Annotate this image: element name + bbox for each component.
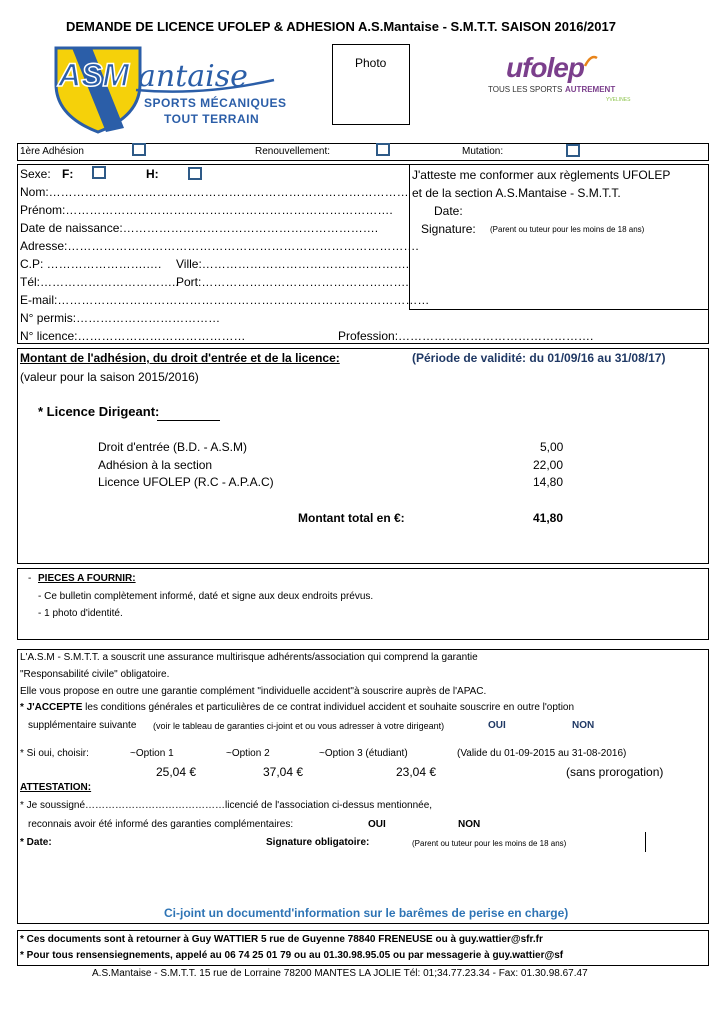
footer-info: * Pour tous rensensiegnements, appelé au 06 74 25 01 79 ou au 01.30.98.95.05 ou par messagerie à guy.wattier@sf xyxy=(20,950,564,961)
attestation-signature-label: Signature obligatoire: xyxy=(266,837,370,848)
sex-f-label: F: xyxy=(62,167,74,181)
insurance-accept xyxy=(20,702,574,713)
option-2-price: 37,04 € xyxy=(263,765,304,779)
svg-text:antaise: antaise xyxy=(138,59,248,94)
transfer-label: Mutation: xyxy=(462,146,504,157)
fee-item-value: 22,00 xyxy=(533,458,564,472)
total-label: Montant total en €: xyxy=(298,511,405,525)
documents-dash: - xyxy=(28,573,32,584)
ufolep-swoosh-icon xyxy=(584,54,598,68)
prenom-field[interactable]: Prénom:………………………………………………………………………. xyxy=(20,203,393,217)
phone-field[interactable]: Tél:…………………………….. xyxy=(20,275,179,289)
option-2[interactable]: ~Option 2 xyxy=(226,748,270,759)
email-field[interactable]: E-mail:………………………………………………………………………………… xyxy=(20,293,430,307)
first-membership-checkbox[interactable] xyxy=(132,143,146,156)
joined-document-note: Ci-joint un documentd'information sur le barêmes de perise en charge) xyxy=(164,906,569,920)
choose-label: * Si oui, choisir: xyxy=(20,748,89,759)
asm-logo xyxy=(52,44,287,136)
no-extension-note: (sans prorogation) xyxy=(566,765,664,779)
nom-field[interactable]: Nom:……………………………………………………………………………… xyxy=(20,185,409,199)
renewal-checkbox[interactable] xyxy=(376,143,390,156)
transfer-checkbox[interactable] xyxy=(566,144,580,157)
attest-parent-note: (Parent ou tuteur pour les moins de 18 ans) xyxy=(490,225,645,234)
documents-item-1: - Ce bulletin complètement informé, daté et signe aux deux endroits prévus. xyxy=(38,591,374,602)
city-field[interactable]: Ville:……………………………………………. xyxy=(176,257,410,271)
ufolep-tagline-a: TOUS LES SPORTS xyxy=(488,85,563,94)
fee-item-value: 5,00 xyxy=(540,440,564,454)
renewal-label: Renouvellement: xyxy=(255,146,331,157)
photo-box xyxy=(332,44,410,125)
option-1-price: 25,04 € xyxy=(156,765,197,779)
licence-type-underline xyxy=(157,420,220,421)
insurance-supp-note: (voir le tableau de garanties ci-joint et ou vous adresser à votre dirigeant) xyxy=(153,721,445,731)
ufolep-brand: ufolep xyxy=(506,52,584,83)
postal-code-field[interactable]: C.P: …………………….…. xyxy=(20,257,162,271)
attest-signature-label: Signature: xyxy=(421,222,476,236)
sex-h-label: H: xyxy=(146,167,159,181)
address-field[interactable]: Adresse:……………………………………………………………………………. xyxy=(20,239,419,253)
asm-logo-line1: SPORTS MÉCANIQUES xyxy=(144,96,287,110)
footer-return: * Ces documents sont à retourner à Guy WATTIER 5 rue de Guyenne 78840 FRENEUSE ou à guy.wattier@sfr.fr xyxy=(20,934,543,945)
fee-item-label: Adhésion à la section xyxy=(98,458,213,472)
svg-text:ASM: ASM xyxy=(58,57,130,93)
insurance-supp: supplémentaire suivante xyxy=(28,720,137,731)
ufolep-logo xyxy=(484,52,644,122)
insurance-non-option[interactable]: NON xyxy=(572,720,595,731)
fees-season: (valeur pour la saison 2015/2016) xyxy=(20,370,199,384)
attest-line1: J'atteste me conformer aux règlements UFOLEP xyxy=(412,168,671,182)
attestation-oui-option[interactable]: OUI xyxy=(368,819,386,830)
fee-item-label: Licence UFOLEP (R.C - A.P.A.C) xyxy=(98,475,274,489)
profession-field[interactable]: Profession:…………………………………………. xyxy=(338,329,594,343)
option-3-price: 23,04 € xyxy=(396,765,437,779)
insurance-p2: "Responsabilité civile" obligatoire. xyxy=(20,669,170,680)
option-validity: (Valide du 01-09-2015 au 31-08-2016) xyxy=(457,748,627,759)
option-3[interactable]: ~Option 3 (étudiant) xyxy=(319,748,408,759)
sex-label: Sexe: xyxy=(20,167,51,181)
attestation-non-option[interactable]: NON xyxy=(458,819,481,830)
documents-title: PIECES A FOURNIR: xyxy=(38,573,136,584)
attestation-line1: * Je soussigné……………………………………licencié de l'association ci-dessus mentionnée, xyxy=(20,800,433,811)
documents-item-2: - 1 photo d'identité. xyxy=(38,608,123,619)
attestation-title: ATTESTATION: xyxy=(20,782,92,793)
attest-line2: et de la section A.S.Mantaise - S.M.T.T. xyxy=(412,186,621,200)
signature-marker xyxy=(645,832,646,852)
attestation-parent-note: (Parent ou tuteur pour les moins de 18 ans) xyxy=(412,839,567,848)
attest-date-label: Date: xyxy=(434,204,463,218)
attestation-line2: reconnais avoir été informé des garanties complémentaires: xyxy=(28,819,294,830)
accept-rest: les conditions générales et particulières de ce contrat individuel accident et souhaite souscrire en outre l'option xyxy=(82,702,575,713)
first-membership-label: 1ère Adhésion xyxy=(20,146,84,157)
asm-logo-line2: TOUT TERRAIN xyxy=(164,112,260,126)
total-value: 41,80 xyxy=(533,511,564,525)
sex-h-checkbox[interactable] xyxy=(188,167,202,180)
permit-field[interactable]: N° permis:……………………………… xyxy=(20,311,221,325)
page-title: DEMANDE DE LICENCE UFOLEP & ADHESION A.S.Mantaise - S.M.T.T. SAISON 2016/2017 xyxy=(66,19,616,34)
fee-item-value: 14,80 xyxy=(533,475,564,489)
fees-validity: (Période de validité: du 01/09/16 au 31/08/17) xyxy=(412,351,666,365)
insurance-p1: L'A.S.M - S.M.T.T. a souscrit une assurance multirisque adhérents/association qui comprend la garantie xyxy=(20,652,478,663)
accept-bold: * J'ACCEPTE xyxy=(20,702,83,713)
fees-title: Montant de l'adhésion, du droit d'entrée et de la licence: xyxy=(20,351,340,365)
sex-f-checkbox[interactable] xyxy=(92,166,106,179)
mobile-field[interactable]: Port:……………………………………………. xyxy=(176,275,409,289)
membership-type-row xyxy=(17,143,709,161)
licence-number-field[interactable]: N° licence:…………………………………… xyxy=(20,329,246,343)
insurance-p3: Elle vous propose en outre une garantie complément "individuelle accident"à souscrire auprès de l'APAC. xyxy=(20,686,487,697)
birthdate-field[interactable]: Date de naissance:………………………………………………………. xyxy=(20,221,379,235)
ufolep-tagline-b: AUTREMENT xyxy=(565,85,616,94)
option-1[interactable]: ~Option 1 xyxy=(130,748,174,759)
photo-label: Photo xyxy=(355,56,387,70)
insurance-oui-option[interactable]: OUI xyxy=(488,720,506,731)
attestation-date-label: * Date: xyxy=(20,837,52,848)
fee-item-label: Droit d'entrée (B.D. - A.S.M) xyxy=(98,440,247,454)
footer-address: A.S.Mantaise - S.M.T.T. 15 rue de Lorraine 78200 MANTES LA JOLIE Tél: 01;34.77.23.34 - Fax: 01.30.98.67.47 xyxy=(92,968,588,979)
licence-type-label: * Licence Dirigeant: xyxy=(38,404,160,419)
ufolep-region: YVELINES xyxy=(606,97,631,103)
